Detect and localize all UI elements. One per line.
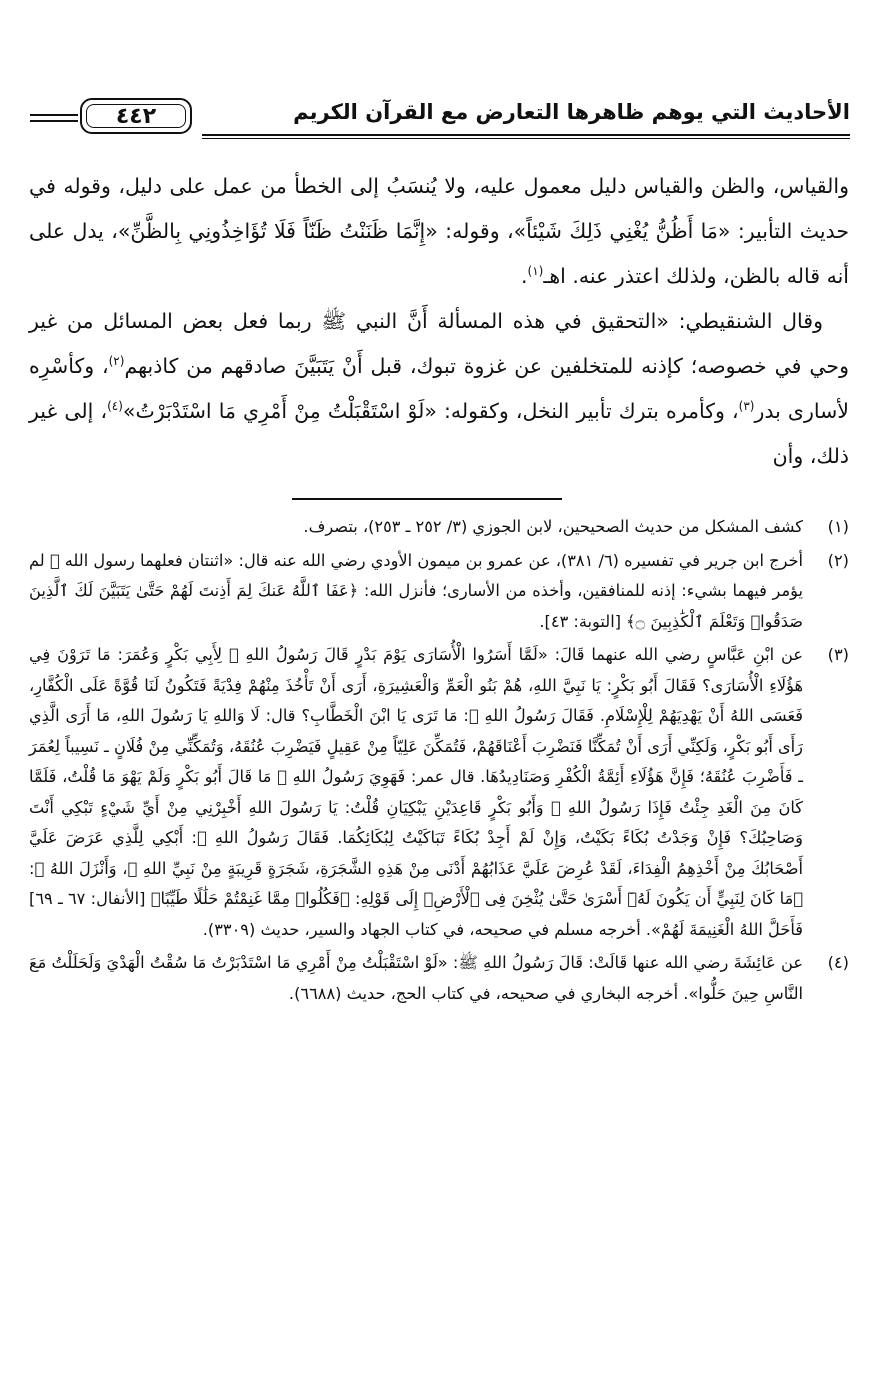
badge-rule-left-2 [30, 120, 78, 122]
paragraph: وقال الشنقيطي: «التحقيق في هذه المسألة أَنَّ النبي ﷺ ربما فعل بعض المسائل من غير وحي في خصوصه؛ كإذنه للمتخلفين عن غزوة تبوك، قبل أَنْ يَتَبَيَّنَ صادقهم من كاذبهم$^{(٢)}$، وكأسْرِه لأسارى بدر$^{(٣)}$، وكأمره بترك تأبير النخل، وكقوله: «لَوْ اسْتَقْبَلْتُ مِنْ أَمْرِي مَا اسْتَدْبَرْتُ»$^{(٤)}$، إلى غير ذلك، وأن [29, 309, 849, 468]
header-rule [202, 134, 850, 136]
footnote-number: (٢) [827, 550, 849, 570]
page-number: ٤٤٢ [86, 104, 186, 128]
footnotes [29, 512, 849, 1012]
footnote [29, 640, 849, 945]
footnote-number: (٣) [827, 645, 849, 664]
footnote-ref: (٤) [107, 399, 123, 414]
footnote [29, 512, 849, 543]
footnote-ref: (٢) [108, 354, 125, 369]
footnote-number: (١) [827, 517, 849, 536]
footnote-number: (٤) [827, 953, 849, 972]
footnote-ref: (١) [527, 264, 544, 279]
footnote-text: عن ابْنِ عَبَّاسٍ رضي الله عنهما قَالَ: «لَمَّا أَسَرُوا الْأُسَارَى يَوْمَ بَدْرٍ قَالَ رَسُولُ اللهِ ﷺ لِأَبِي بَكْرٍ وَعُمَرَ: مَا تَرَوْنَ فِي هَؤُلَاءِ الْأُسَارَى؟ فَقَالَ أَبُو بَكْرٍ: يَا نَبِيَّ اللهِ، هُمْ بَنُو الْعَمِّ وَالْعَشِيرَةِ، أَرَى أَنْ تَأْخُذَ مِنْهُمْ فِدْيَةً فَتَكُونُ لَنَا قُوَّةً عَلَى الْكُفَّارِ، فَعَسَى اللهُ أَنْ يَهْدِيَهُمْ لِلْإِسْلَامِ. فَقَالَ رَسُولُ اللهِ ﷺ: مَا تَرَى يَا ابْنَ الْخَطَّابِ؟ قال: لَا وَاللهِ يَا رَسُولَ اللهِ، مَا أَرَى الَّذِي رَأَى أَبُو بَكْرٍ، وَلَكِنِّي أَرَى أَنْ تُمَكِّنَّا فَنَضْرِبَ أَعْنَاقَهُمْ، فَتُمَكِّنَ عَلِيّاً مِنْ عَقِيلٍ فَيَضْرِبَ عُنُقَهُ، وَتُمَكِّنِّي مِنْ فُلَانٍ ـ نَسِيباً لِعُمَرَ ـ فَأَضْرِبَ عُنُقَهُ؛ فَإِنَّ هَؤُلَاءِ أَئِمَّةُ الْكُفْرِ وَصَنَادِيدُهَا. قال عمر: فَهَوِيَ رَسُولُ اللهِ ﷺ مَا قَالَ أَبُو بَكْرٍ وَلَمْ يَهْوَ مَا قُلْتُ، فَلَمَّا كَانَ مِنَ الْغَدِ جِئْتُ فَإِذَا رَسُولُ اللهِ ﷺ وَأَبُو بَكْرٍ قَاعِدَيْنِ يَبْكِيَانِ قُلْتُ: يَا رَسُولَ اللهِ أَخْبِرْنِي مِنْ أَيِّ شَيْءٍ تَبْكِي أَنْتَ وَصَاحِبُكَ؟ فَإِنْ وَجَدْتُ بُكَاءً بَكَيْتُ، وَإِنْ لَمْ أَجِدْ بُكَاءً تَبَاكَيْتُ لِبُكَائِكُمَا. فَقَالَ رَسُولُ اللهِ ﷺ: أَبْكِي لِلَّذِي عَرَضَ عَلَيَّ أَصْحَابُكَ مِنْ أَخْذِهِمُ الْفِدَاءَ، لَقَدْ عُرِضَ عَلَيَّ عَذَابُهُمْ أَدْنَى مِنْ هَذِهِ الشَّجَرَةِ، شَجَرَةٍ قَرِيبَةٍ مِنْ نَبِيِّ اللهِ ﷺ، وَأَنْزَلَ اللهُ ﷻ: ﴿مَا كَانَ لِنَبِيٍّ أَن يَكُونَ لَهُۥٓ أَسْرَىٰ حَتَّىٰ يُثْخِنَ فِى ٱلْأَرْضِ﴾ إِلَى قَوْلِهِ: ﴿فَكُلُوا۟ مِمَّا غَنِمْتُمْ حَلَٰلًا طَيِّبًا﴾ [الأنفال: ٦٧ ـ ٦٩] فَأَحَلَّ اللهُ الْغَنِيمَةَ لَهُمْ». أخرجه مسلم في صحيحه، في كتاب الجهاد والسير، حديث (٣٣٠٩). [29, 645, 803, 939]
book-title: الأحاديث التي يوهم ظاهرها التعارض مع القرآن الكريم [293, 100, 850, 124]
running-header [30, 96, 850, 140]
footnote-ref: (٣) [738, 399, 755, 414]
footnote [29, 546, 849, 638]
footnote-separator [292, 498, 562, 500]
paragraph: والقياس، والظن والقياس دليل معمول عليه، ولا يُنسَبُ إلى الخطأ من عمل على دليل، وقوله في حديث التأبير: «مَا أَظُنُّ يُغْنِي ذَلِكَ شَيْئاً»، وقوله: «إِنَّمَا ظَنَنْتُ ظَنّاً فَلَا تُؤَاخِذُونِي بِالظَّنِّ»، يدل على أنه قاله بالظن، ولذلك اعتذر عنه. اهـ$^{(١)}$. [29, 174, 849, 288]
footnote-text: عن عَائِشَةَ رضي الله عنها قَالَتْ: قَالَ رَسُولُ اللهِ ﷺ: «لَوْ اسْتَقْبَلْتُ مِنْ أَمْرِي مَا اسْتَدْبَرْتُ مَا سُقْتُ الْهَدْيَ وَلَحَلَلْتُ مَعَ النَّاسِ حِينَ حَلُّوا». أخرجه البخاري في صحيحه، في كتاب الحج، حديث (٦٦٨٨). [29, 953, 803, 1003]
header-rule-thin [202, 138, 850, 139]
footnote-text: أخرج ابن جرير في تفسيره (٦/ ٣٨١)، عن عمرو بن ميمون الأودي رضي الله عنه قال: «اثنتان فعلهما رسول الله ﷺ لم يؤمر فيهما بشيء: إذنه للمنافقين، وأخذه من الأسارى؛ فأنزل الله: ﴿عَفَا ٱللَّهُ عَنكَ لِمَ أَذِنتَ لَهُمْ حَتَّىٰ يَتَبَيَّنَ لَكَ ٱلَّذِينَ صَدَقُوا۟ وَتَعْلَمَ ٱلْكَٰذِبِينَ ۝﴾ [التوبة: ٤٣]. [29, 550, 804, 631]
footnote-text: كشف المشكل من حديث الصحيحين، لابن الجوزي (٣/ ٢٥٢ ـ ٢٥٣)، بتصرف. [303, 517, 803, 536]
page-number-badge [80, 98, 192, 134]
footnote [29, 948, 849, 1009]
badge-rule-left [30, 114, 78, 116]
main-text [29, 164, 849, 479]
